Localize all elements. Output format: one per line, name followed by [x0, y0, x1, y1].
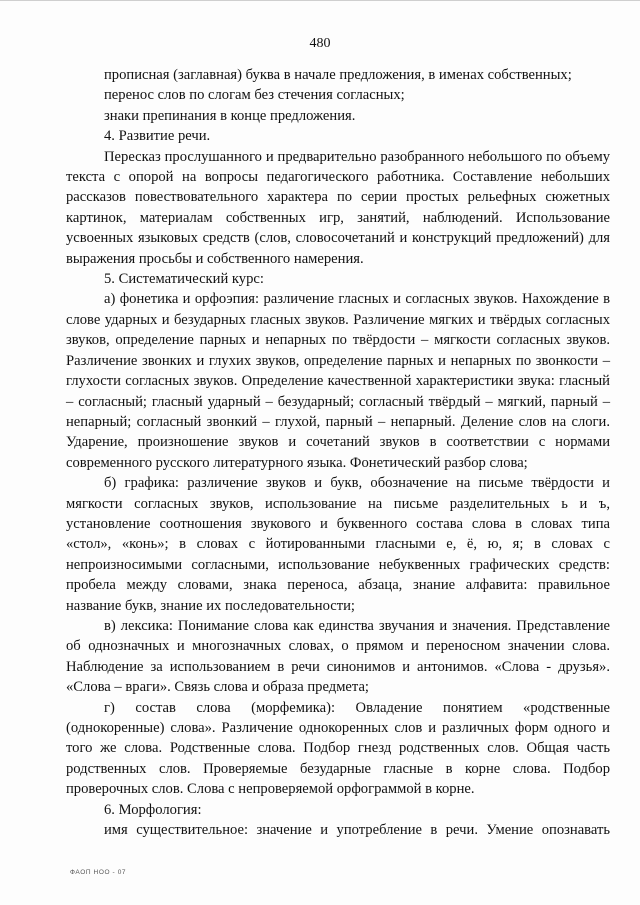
section-heading: 4. Развитие речи.: [104, 128, 211, 145]
paragraph: имя существительное: значение и употребление в речи. Умение опознавать: [104, 822, 610, 839]
paragraph: знаки препинания в конце предложения.: [104, 107, 356, 124]
page-number: 480: [309, 36, 331, 51]
section-heading: 6. Морфология:: [104, 801, 202, 818]
paragraph: Пересказ прослушанного и предварительно разобранного небольшого по объему текста с опорой на вопросы педагогического работника. Составление небольших рассказов повествовательного характера по серии простых рельефных сюжетных картинок, материалам собственных игр, занятий, наблюдений. Использование усвоенных языковых средств (слов, словосочетаний и конструкций предложений) для выражения просьбы и собственного намерения.: [66, 148, 610, 267]
paragraph: г) состав слова (морфемика): Овладение понятием «родственные (однокоренные) слова». Различение однокоренных слов и различных форм одного и того же слова. Родственные слова. Подбор гнезд родственных слов. Общая часть родственных слов. Проверяемые безударные гласные в корне слова. Подбор проверочных слов. Слова с непроверяемой орфограммой в корне.: [66, 699, 610, 798]
section-heading: 5. Систематический курс:: [104, 271, 264, 288]
paragraph: в) лексика: Понимание слова как единства звучания и значения. Представление об однозначных и многозначных словах, о прямом и переносном значении слова. Наблюдение за использованием в речи синонимов и антонимов. «Слова - друзья». «Слова – враги». Связь слова и образа предмета;: [66, 617, 610, 696]
paragraph: а) фонетика и орфоэпия: различение гласных и согласных звуков. Нахождение в слове ударных и безударных гласных звуков. Различение мягких и твёрдых согласных звуков, определение парных и непарных по твёрдости – мягкости согласных звуков. Различение звонких и глухих звуков, определение парных и непарных по звонкости – глухости согласных звуков. Определение качественной характеристики звука: гласный – согласный; гласный ударный – безударный; согласный твёрдый – мягкий, парный – непарный; согласный звонкий – глухой, парный – непарный. Деление слов на слоги. Ударение, произношение звуков и сочетаний звуков в соответствии с нормами современного русского литературного языка. Фонетический разбор слова;: [66, 291, 610, 471]
paragraph: прописная (заглавная) буква в начале предложения, в именах собственных;: [104, 67, 572, 83]
footer-mark: ФАОП НОО - 07: [70, 869, 127, 876]
paragraph: перенос слов по слогам без стечения согласных;: [104, 87, 405, 104]
document-body: [66, 65, 610, 840]
paragraph: б) графика: различение звуков и букв, обозначение на письме твёрдости и мягкости согласных звуков, использование на письме разделительных ь и ъ, установление соотношения звукового и буквенного состава слова в словах типа «стол», «конь»; в словах с йотированными гласными е, ё, ю, я; в словах с непроизносимыми согласными, использование небуквенных графических средств: пробела между словами, знака переноса, абзаца, знание алфавита: правильное название букв, знание их последовательности;: [66, 475, 610, 614]
